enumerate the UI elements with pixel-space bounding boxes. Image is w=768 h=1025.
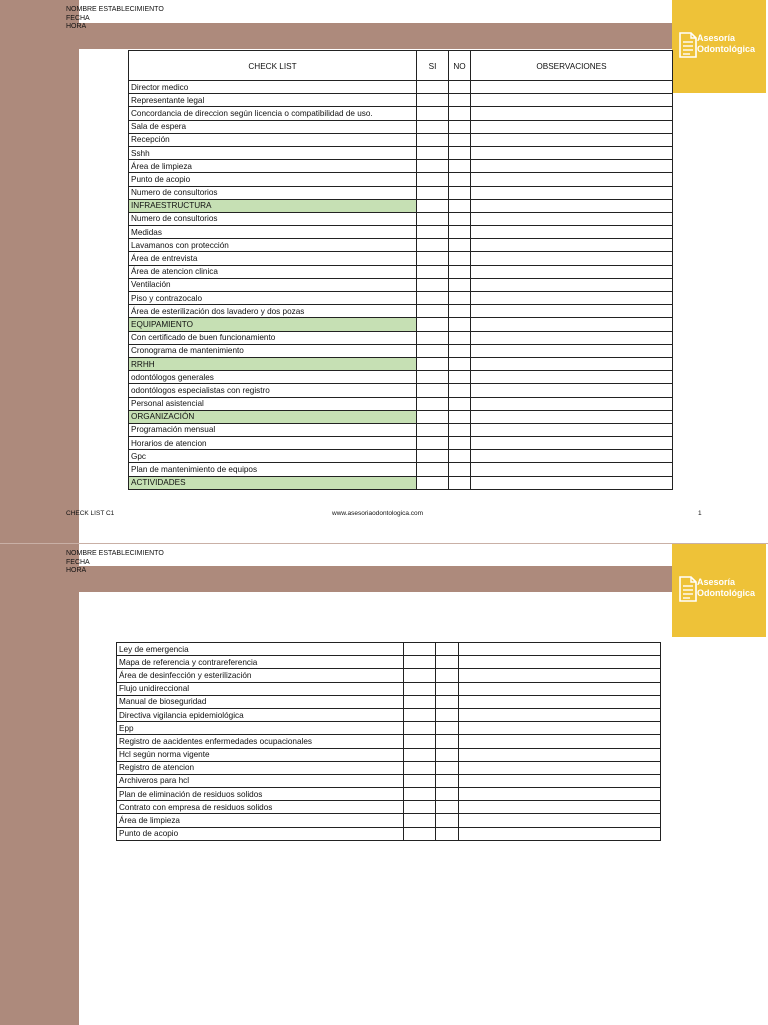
no-cell[interactable] [436,788,459,801]
checklist-row [117,669,661,682]
checklist-row [129,252,673,265]
checklist-row [129,437,673,450]
checklist-row [117,788,661,801]
checklist-item-label: Punto de acopio [129,173,417,186]
no-cell[interactable] [436,643,459,656]
si-cell[interactable] [404,656,436,669]
no-cell[interactable] [436,735,459,748]
observaciones-cell[interactable] [471,305,673,318]
checklist-item-label: Directiva vigilancia epidemiológica [117,708,404,721]
checklist-item-label: Epp [117,722,404,735]
section-title: ACTIVIDADES [129,476,417,489]
no-cell[interactable] [449,160,471,173]
si-cell[interactable] [417,133,449,146]
checklist-item-label: Registro de atencion [117,761,404,774]
observaciones-cell[interactable] [471,410,673,423]
checklist-item-label: Área de desinfección y esterilización [117,669,404,682]
si-cell[interactable] [404,695,436,708]
si-cell[interactable] [404,814,436,827]
observaciones-cell[interactable] [459,814,661,827]
checklist-item-label: Lavamanos con protección [129,239,417,252]
observaciones-cell[interactable] [471,146,673,159]
checklist-item-label: Horarios de atencion [129,437,417,450]
time-label: HORA [66,567,87,574]
no-cell[interactable] [449,410,471,423]
no-cell[interactable] [436,708,459,721]
header-fields [66,550,164,576]
no-cell[interactable] [449,94,471,107]
date-label: FECHA [66,558,90,566]
observaciones-cell[interactable] [459,774,661,787]
observaciones-cell[interactable] [471,437,673,450]
checklist-item-label: Área de esterilización dos lavadero y dos pozas [129,305,417,318]
checklist-item-label: Flujo unidireccional [117,682,404,695]
observaciones-cell[interactable] [459,722,661,735]
checklist-row [129,384,673,397]
si-cell[interactable] [417,437,449,450]
no-cell[interactable] [436,669,459,682]
observaciones-cell[interactable] [471,81,673,94]
no-cell[interactable] [449,344,471,357]
no-cell[interactable] [449,81,471,94]
checklist-item-label: Contrato con empresa de residuos solidos [117,801,404,814]
checklist-item-label: Ventilación [129,278,417,291]
checklist-row [117,708,661,721]
no-cell[interactable] [449,371,471,384]
no-cell[interactable] [449,397,471,410]
checklist-item-label: odontólogos generales [129,371,417,384]
observaciones-cell[interactable] [471,344,673,357]
checklist-row [129,226,673,239]
si-cell[interactable] [417,226,449,239]
checklist-row [129,120,673,133]
no-cell[interactable] [449,423,471,436]
checklist-row [129,133,673,146]
section-row [129,410,673,423]
no-cell[interactable] [436,695,459,708]
brand-logo [672,544,766,637]
establishment-label: NOMBRE ESTABLECIMIENTO [66,550,164,557]
si-cell[interactable] [417,450,449,463]
si-cell[interactable] [417,344,449,357]
checklist-row [129,278,673,291]
observaciones-cell[interactable] [471,450,673,463]
si-cell[interactable] [404,735,436,748]
checklist-row [129,160,673,173]
checklist-header-row [129,51,673,81]
no-cell[interactable] [449,437,471,450]
checklist-item-label: Programación mensual [129,423,417,436]
si-cell[interactable] [404,748,436,761]
checklist-row [117,827,661,840]
si-cell[interactable] [404,774,436,787]
observaciones-cell[interactable] [471,120,673,133]
si-cell[interactable] [417,81,449,94]
observaciones-cell[interactable] [459,735,661,748]
footer-page-number: 1 [698,510,702,517]
checklist-item-label: Manual de bioseguridad [117,695,404,708]
si-cell[interactable] [404,722,436,735]
checklist-item-label: Numero de consultorios [129,186,417,199]
observaciones-cell[interactable] [471,94,673,107]
no-cell[interactable] [449,278,471,291]
no-cell[interactable] [449,133,471,146]
si-cell[interactable] [417,160,449,173]
checklist-item-label: Recepción [129,133,417,146]
si-cell[interactable] [404,761,436,774]
no-cell[interactable] [436,801,459,814]
no-cell[interactable] [449,292,471,305]
no-cell[interactable] [449,239,471,252]
si-cell[interactable] [417,239,449,252]
section-title: RRHH [129,357,417,370]
section-row [129,318,673,331]
si-cell[interactable] [417,384,449,397]
observaciones-cell[interactable] [471,186,673,199]
brand-line-1: Asesoría [697,577,736,587]
header-no: NO [449,51,471,81]
checklist-row [117,801,661,814]
checklist-item-label: Medidas [129,226,417,239]
checklist-row [117,774,661,787]
checklist-item-label: Concordancia de direccion según licencia o compatibilidad de uso. [129,107,417,120]
header-fields [66,6,164,32]
observaciones-cell[interactable] [471,278,673,291]
no-cell[interactable] [449,186,471,199]
observaciones-cell[interactable] [471,476,673,489]
observaciones-cell[interactable] [471,252,673,265]
section-title: INFRAESTRUCTURA [129,199,417,212]
checklist-row [129,107,673,120]
checklist-item-label: Sshh [129,146,417,159]
si-cell[interactable] [417,292,449,305]
si-cell[interactable] [417,476,449,489]
header-si: SI [417,51,449,81]
observaciones-cell[interactable] [471,397,673,410]
si-cell[interactable] [417,186,449,199]
checklist-row [129,305,673,318]
si-cell[interactable] [417,146,449,159]
si-cell[interactable] [404,827,436,840]
checklist-item-label: Área de limpieza [117,814,404,827]
checklist-item-label: Personal asistencial [129,397,417,410]
no-cell[interactable] [449,212,471,225]
footer-website: www.asesoriaodontologica.com [332,510,424,517]
checklist-row [117,748,661,761]
si-cell[interactable] [417,199,449,212]
checklist-row [129,423,673,436]
checklist-row [129,397,673,410]
checklist-row [117,722,661,735]
observaciones-cell[interactable] [471,265,673,278]
brand-line-2: Odontológica [697,44,755,54]
observaciones-cell[interactable] [459,788,661,801]
si-cell[interactable] [417,318,449,331]
observaciones-cell[interactable] [471,371,673,384]
checklist-row [129,94,673,107]
si-cell[interactable] [417,252,449,265]
observaciones-cell[interactable] [459,656,661,669]
observaciones-cell[interactable] [471,463,673,476]
document-icon [678,576,698,602]
no-cell[interactable] [449,173,471,186]
observaciones-cell[interactable] [471,331,673,344]
section-title: EQUIPAMIENTO [129,318,417,331]
si-cell[interactable] [417,94,449,107]
checklist-row [117,656,661,669]
si-cell[interactable] [417,397,449,410]
observaciones-cell[interactable] [471,173,673,186]
si-cell[interactable] [404,788,436,801]
section-title: ORGANIZACIÓN [129,410,417,423]
observaciones-cell[interactable] [471,133,673,146]
no-cell[interactable] [449,476,471,489]
si-cell[interactable] [417,305,449,318]
si-cell[interactable] [417,278,449,291]
no-cell[interactable] [449,199,471,212]
section-row [129,357,673,370]
header-observaciones: OBSERVACIONES [471,51,673,81]
no-cell[interactable] [449,331,471,344]
checklist-row [129,81,673,94]
section-row [129,476,673,489]
si-cell[interactable] [417,357,449,370]
checklist-row [117,814,661,827]
no-cell[interactable] [436,774,459,787]
footer-document-code: CHECK LIST C1 [66,510,115,517]
checklist-row [117,695,661,708]
no-cell[interactable] [449,384,471,397]
date-label: FECHA [66,14,90,22]
si-cell[interactable] [417,212,449,225]
checklist-item-label: Cronograma de mantenimiento [129,344,417,357]
observaciones-cell[interactable] [471,160,673,173]
no-cell[interactable] [436,827,459,840]
checklist-row [117,735,661,748]
checklist-item-label: Área de entrevista [129,252,417,265]
checklist-item-label: Hcl según norma vigente [117,748,404,761]
document-page-2 [0,543,768,1025]
si-cell[interactable] [417,423,449,436]
si-cell[interactable] [404,643,436,656]
no-cell[interactable] [449,120,471,133]
si-cell[interactable] [404,682,436,695]
checklist-table [128,50,673,490]
observaciones-cell[interactable] [459,801,661,814]
no-cell[interactable] [436,748,459,761]
checklist-item-label: Plan de eliminación de residuos solidos [117,788,404,801]
section-row [129,199,673,212]
si-cell[interactable] [417,410,449,423]
checklist-item-label: Con certificado de buen funcionamiento [129,331,417,344]
checklist-row [117,643,661,656]
checklist-item-label: Mapa de referencia y contrareferencia [117,656,404,669]
checklist-item-label: odontólogos especialistas con registro [129,384,417,397]
checklist-item-label: Ley de emergencia [117,643,404,656]
observaciones-cell[interactable] [459,695,661,708]
left-margin-band [0,544,79,1025]
si-cell[interactable] [417,120,449,133]
observaciones-cell[interactable] [459,643,661,656]
observaciones-cell[interactable] [459,682,661,695]
checklist-item-label: Numero de consultorios [129,212,417,225]
observaciones-cell[interactable] [459,748,661,761]
no-cell[interactable] [436,682,459,695]
checklist-item-label: Piso y contrazocalo [129,292,417,305]
observaciones-cell[interactable] [471,357,673,370]
si-cell[interactable] [404,708,436,721]
checklist-row [117,682,661,695]
checklist-item-label: Punto de acopio [117,827,404,840]
no-cell[interactable] [449,318,471,331]
time-label: HORA [66,23,87,30]
si-cell[interactable] [404,801,436,814]
observaciones-cell[interactable] [471,292,673,305]
checklist-row [117,761,661,774]
si-cell[interactable] [417,173,449,186]
no-cell[interactable] [449,107,471,120]
checklist-row [129,450,673,463]
observaciones-cell[interactable] [471,107,673,120]
left-margin-band [0,0,79,543]
checklist-row [129,186,673,199]
checklist-row [129,239,673,252]
checklist-item-label: Plan de mantenimiento de equipos [129,463,417,476]
no-cell[interactable] [449,265,471,278]
checklist-item-label: Gpc [129,450,417,463]
no-cell[interactable] [449,450,471,463]
brand-name [697,577,755,599]
checklist-item-label: Área de atencion clinica [129,265,417,278]
checklist-item-label: Archiveros para hcl [117,774,404,787]
si-cell[interactable] [417,265,449,278]
observaciones-cell[interactable] [471,239,673,252]
brand-line-2: Odontológica [697,588,755,598]
brand-logo [672,0,766,93]
checklist-item-label: Registro de aacidentes enfermedades ocupacionales [117,735,404,748]
document-icon [678,32,698,58]
header-checklist: CHECK LIST [129,51,417,81]
no-cell[interactable] [449,146,471,159]
no-cell[interactable] [449,226,471,239]
observaciones-cell[interactable] [459,669,661,682]
no-cell[interactable] [449,357,471,370]
checklist-row [129,265,673,278]
no-cell[interactable] [436,722,459,735]
no-cell[interactable] [436,814,459,827]
observaciones-cell[interactable] [471,318,673,331]
observaciones-cell[interactable] [471,384,673,397]
si-cell[interactable] [404,669,436,682]
observaciones-cell[interactable] [471,423,673,436]
checklist-item-label: Área de limpieza [129,160,417,173]
checklist-row [129,371,673,384]
checklist-row [129,146,673,159]
brand-line-1: Asesoría [697,33,736,43]
checklist-item-label: Sala de espera [129,120,417,133]
checklist-row [129,331,673,344]
no-cell[interactable] [436,761,459,774]
checklist-item-label: Director medico [129,81,417,94]
brand-name [697,33,755,55]
no-cell[interactable] [449,463,471,476]
no-cell[interactable] [449,305,471,318]
observaciones-cell[interactable] [471,199,673,212]
no-cell[interactable] [449,252,471,265]
observaciones-cell[interactable] [471,226,673,239]
si-cell[interactable] [417,107,449,120]
si-cell[interactable] [417,331,449,344]
observaciones-cell[interactable] [471,212,673,225]
observaciones-cell[interactable] [459,708,661,721]
checklist-row [129,344,673,357]
checklist-row [129,212,673,225]
si-cell[interactable] [417,463,449,476]
checklist-item-label: Representante legal [129,94,417,107]
no-cell[interactable] [436,656,459,669]
checklist-row [129,292,673,305]
checklist-table-continued [116,642,661,841]
checklist-row [129,463,673,476]
establishment-label: NOMBRE ESTABLECIMIENTO [66,6,164,13]
observaciones-cell[interactable] [459,761,661,774]
checklist-row [129,173,673,186]
observaciones-cell[interactable] [459,827,661,840]
si-cell[interactable] [417,371,449,384]
